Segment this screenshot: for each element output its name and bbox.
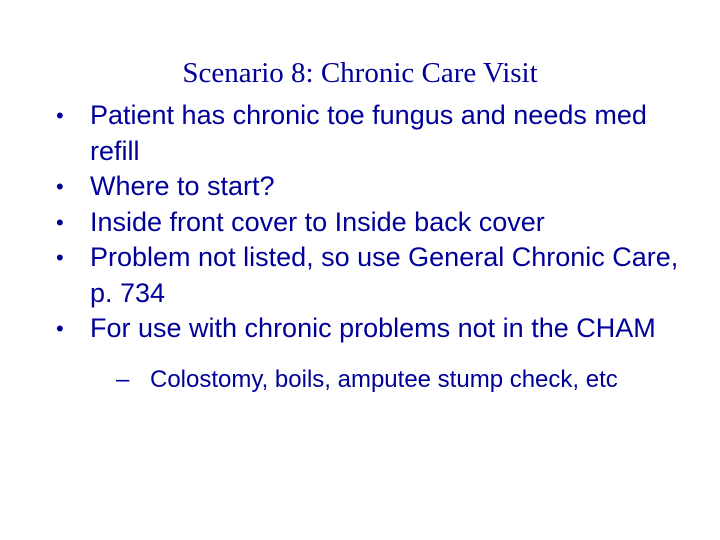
bullet-item [54, 240, 684, 311]
bullet-list [54, 98, 684, 395]
bullet-icon: • [56, 209, 64, 235]
sub-bullet-list [116, 365, 684, 395]
bullet-text: For use with chronic problems not in the CHAM [90, 313, 656, 343]
bullet-item [54, 311, 684, 395]
bullet-icon: • [56, 103, 64, 128]
bullet-item [54, 169, 684, 205]
slide-body [54, 98, 684, 395]
bullet-icon: • [56, 245, 64, 270]
bullet-text: Problem not listed, so use General Chronic Care, p. 734 [90, 242, 679, 308]
bullet-icon: • [56, 174, 64, 199]
bullet-text: Where to start? [90, 171, 275, 201]
sub-bullet-item [116, 365, 684, 395]
bullet-item [54, 98, 684, 169]
dash-icon: – [116, 365, 130, 393]
bullet-text: Patient has chronic toe fungus and needs med refill [90, 100, 647, 166]
bullet-icon: • [56, 316, 64, 341]
bullet-item [54, 205, 684, 241]
slide-title-text: Scenario 8: Chronic Care Visit [182, 57, 538, 89]
sub-bullet-text: Colostomy, boils, amputee stump check, etc [150, 365, 618, 393]
slide-title [0, 56, 720, 90]
bullet-text: Inside front cover to Inside back cover [90, 206, 545, 237]
